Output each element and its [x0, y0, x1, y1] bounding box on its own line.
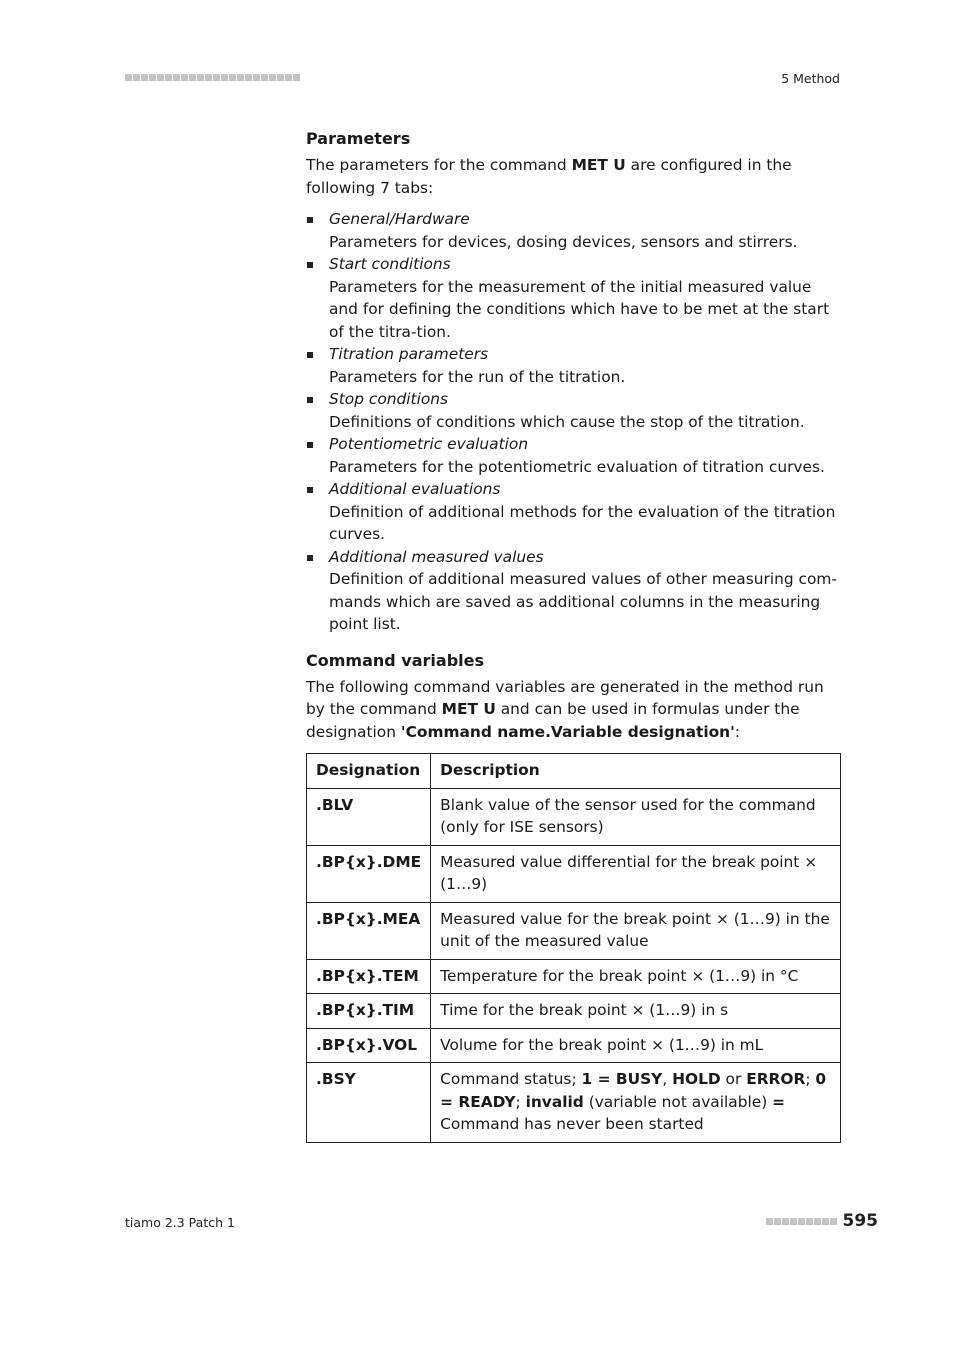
- table-row: [307, 994, 841, 1029]
- tabs-list: [306, 208, 842, 636]
- page-content: [306, 127, 842, 1143]
- table-row: [307, 845, 841, 902]
- variables-intro: The following command variables are generated in the method run by the command MET U and can be used in formulas under the designation 'Command name.Variable designation':: [306, 677, 824, 741]
- list-item: Titration parameters Parameters for the run of the titration.: [306, 343, 842, 388]
- description-cell: Volume for the break point × (1…9) in mL: [431, 1028, 841, 1063]
- description-cell: Time for the break point × (1…9) in s: [431, 994, 841, 1029]
- table-row: [307, 959, 841, 994]
- footer-decoration: [766, 1218, 837, 1225]
- designation-cell: .BSY: [307, 1063, 431, 1143]
- column-header-description: Description: [431, 754, 841, 789]
- parameters-intro: The parameters for the command MET U are configured in the following 7 tabs:: [306, 156, 792, 197]
- description-cell: Temperature for the break point × (1…9) in °C: [431, 959, 841, 994]
- designation-cell: .BLV: [307, 788, 431, 845]
- list-item: General/Hardware Parameters for devices, dosing devices, sensors and stirrers.: [306, 208, 842, 253]
- designation-cell: .BP{x}.DME: [307, 845, 431, 902]
- variables-table: [306, 753, 841, 1143]
- table-row: [307, 902, 841, 959]
- footer-page: [766, 1211, 879, 1231]
- list-item: Additional evaluations Definition of additional methods for the evaluation of the titration curves.: [306, 478, 842, 546]
- list-item: Stop conditions Definitions of conditions which cause the stop of the titration.: [306, 388, 842, 433]
- table-row: [307, 1028, 841, 1063]
- list-item: Potentiometric evaluation Parameters for the potentiometric evaluation of titration curves.: [306, 433, 842, 478]
- variables-heading: Command variables: [306, 650, 484, 670]
- header-section: 5 Method: [781, 71, 840, 86]
- description-cell: Command status; 1 = BUSY, HOLD or ERROR; 0 = READY; invalid (variable not available) = Command has never been started: [431, 1063, 841, 1143]
- description-cell: Measured value differential for the break point × (1…9): [431, 845, 841, 902]
- list-item: Start conditions Parameters for the measurement of the initial measured value and for defining the conditions which have to be met at the start of the titra-tion.: [306, 253, 842, 343]
- parameters-heading: Parameters: [306, 129, 411, 148]
- description-cell: Blank value of the sensor used for the command (only for ISE sensors): [431, 788, 841, 845]
- description-cell: Measured value for the break point × (1…9) in the unit of the measured value: [431, 902, 841, 959]
- designation-cell: .BP{x}.TIM: [307, 994, 431, 1029]
- table-row: [307, 1063, 841, 1143]
- table-row: [307, 788, 841, 845]
- designation-cell: .BP{x}.TEM: [307, 959, 431, 994]
- page-number: 595: [842, 1211, 878, 1231]
- column-header-designation: Designation: [307, 754, 431, 789]
- table-header-row: [307, 754, 841, 789]
- designation-cell: .BP{x}.VOL: [307, 1028, 431, 1063]
- designation-cell: .BP{x}.MEA: [307, 902, 431, 959]
- list-item: Additional measured values Definition of additional measured values of other measuring com-mands which are saved as additional columns in the measuring point list.: [306, 546, 842, 636]
- header-decoration: [125, 73, 300, 82]
- footer-product: tiamo 2.3 Patch 1: [125, 1215, 235, 1230]
